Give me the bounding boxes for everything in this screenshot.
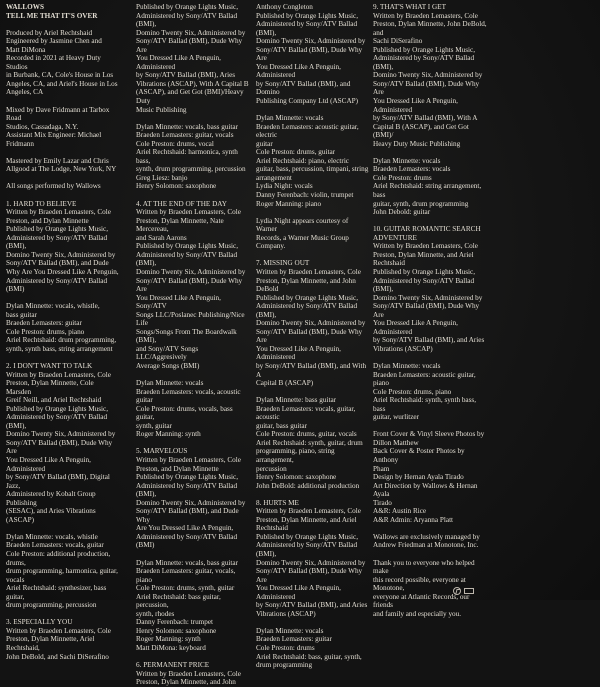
text-line: Written by Braeden Lemasters, Cole <box>373 11 478 20</box>
text-line: Braeden Lemasters: vocals, guitar, acoustic <box>256 404 356 422</box>
column-2 <box>136 3 250 687</box>
text-line: Published by Orange Lights Music, <box>136 3 239 11</box>
text-line: Administered by Sony/ATV Ballad (BMI) <box>6 276 108 294</box>
text-line: and Sony/ATV Songs LLC/Aggresively <box>136 344 199 362</box>
text-line: Cole Preston: drums, vocals, bass guitar, <box>136 404 233 422</box>
text-line: You Dressed Like A Penguin, Sony/ATV <box>136 293 221 311</box>
text-line: Vibrations (ASCAP) <box>373 344 433 353</box>
text-line: 1. HARD TO BELIEVE <box>6 199 77 208</box>
text-line: Capital B (ASCAP) <box>256 379 314 388</box>
text-line: Administered by Sony/ATV Ballad (BMI), <box>373 276 475 294</box>
text-line: (SESAC), and Aries Vibrations (ASCAP) <box>6 507 96 524</box>
text-line: Preston, and Dylan Minnette <box>136 464 219 473</box>
text-line: Ariel Rechtshaid: synthesizer, bass guitar, <box>6 584 107 601</box>
text-line: Braeden Lemasters: acoustic guitar, piano <box>373 370 476 388</box>
text-line: Dylan Minnette: vocals <box>256 114 324 123</box>
text-line: John Debold: guitar <box>373 208 431 217</box>
paragraph <box>256 396 370 490</box>
text-line: this record possible, everyone at Monotone, <box>373 575 466 593</box>
text-line: Administered by Sony/ATV Ballad (BMI), <box>256 541 358 558</box>
text-line: Are You Dressed Like A Penguin, <box>136 524 234 533</box>
text-line: Sony/ATV Ballad (BMI), Dude Why Are <box>136 37 243 54</box>
text-line: Sony/ATV Ballad (BMI), and Dude Why <box>136 507 239 524</box>
text-line: Greif Neill, and Ariel Rechtshaid <box>6 396 102 405</box>
paragraph <box>136 447 250 550</box>
text-line: Written by Braeden Lemasters, Cole <box>256 267 361 276</box>
text-line: by Sony/ATV Ballad (BMI), and Aries <box>256 601 368 610</box>
paragraph <box>136 123 250 191</box>
text-line: by Sony/ATV Ballad (BMI), Digital Jazz, <box>6 473 110 490</box>
text-line: Dylan Minnette: vocals, whistle, <box>6 302 100 311</box>
text-line: Anthony Congleton <box>256 3 313 11</box>
text-line: Written by Braeden Lemasters, Cole <box>136 208 241 217</box>
paragraph <box>6 302 120 353</box>
text-line: Preston, Dylan Minnette, and John DeBold <box>256 276 356 294</box>
text-line: by Sony/ATV Ballad (BMI), Aries <box>136 71 236 80</box>
text-line: Roger Manning: piano <box>256 199 322 208</box>
text-line: Domino Twenty Six, Administered by <box>256 37 366 46</box>
paragraph <box>373 362 487 422</box>
text-line: synth, drum programming, percussion <box>136 165 246 174</box>
text-line: Preston, Dylan Minnette, and John <box>136 678 236 687</box>
text-line: You Dressed Like A Penguin, Administered <box>136 54 221 71</box>
text-line: Cole Preston: drums, guitar, vocals <box>256 430 357 439</box>
text-line: Roger Manning: synth <box>136 635 201 644</box>
text-line: Ariel Rechtshaid: piano, electric <box>256 156 350 165</box>
text-line: All songs performed by Wallows <box>6 182 101 191</box>
text-line: You Dressed Like A Penguin, Administered <box>256 584 341 601</box>
text-line: synth, guitar <box>136 421 172 430</box>
text-line: Rechtshaid <box>256 524 288 533</box>
text-line: Rechtshaid <box>373 259 405 268</box>
paragraph <box>6 533 120 610</box>
text-line: synth, synth bass, string arrangement <box>6 344 113 353</box>
text-line: Records, a Warner Music Group Company. <box>256 233 349 251</box>
text-line: everyone at Atlantic Records, our friends <box>373 592 470 610</box>
text-line: guitar <box>256 139 273 148</box>
column-3 <box>256 3 370 670</box>
text-line: drum programming, harmonica, guitar, <box>6 567 118 576</box>
paragraph <box>6 157 120 174</box>
text-line: Domino Twenty Six, Administered by <box>136 28 246 37</box>
text-line: Written by Braeden Lemasters, Cole <box>136 455 241 464</box>
text-line: A&R: Austin Rice <box>373 507 427 516</box>
paragraph <box>136 661 250 687</box>
text-line: ADVENTURE <box>373 233 417 242</box>
text-line: vocals <box>6 575 25 584</box>
text-line: Preston, and Dylan Minnette <box>6 216 89 225</box>
text-line: 8. HURTS ME <box>256 498 299 507</box>
text-line: Sony/ATV Ballad (BMI), Dude Why Are <box>256 327 363 345</box>
text-line: Dylan Minnette: vocals, whistle <box>6 532 98 541</box>
text-line: Cole Preston: drums, piano <box>6 327 85 336</box>
text-line: Heavy Duty Music Publishing <box>373 139 461 148</box>
text-line: drum programming <box>256 661 313 670</box>
text-line: WALLOWS <box>6 3 44 11</box>
text-line: Thank you to everyone who helped make <box>373 558 475 576</box>
text-line: Assistant Mix Engineer: Michael Fridmann <box>6 131 102 148</box>
text-line: 4. AT THE END OF THE DAY <box>136 199 227 208</box>
text-line: Domino Twenty Six, Administered by <box>373 71 483 80</box>
paragraph <box>256 499 370 619</box>
text-line: Capital B (ASCAP), and Get Got (BMI)/ <box>373 122 469 140</box>
recycle-mark-icon <box>464 588 474 594</box>
text-line: arrangement <box>256 173 292 182</box>
text-line: Published by Orange Lights Music, <box>373 45 476 54</box>
text-line: Why Are You Dressed Like A Penguin, <box>6 267 119 276</box>
text-line: Published by Orange Lights Music, <box>6 404 109 413</box>
text-line: Danny Ferenbach: violin, trumpet <box>256 191 354 200</box>
text-line: 10. GUITAR ROMANTIC SEARCH <box>373 225 481 234</box>
text-line: Written by Braeden Lemasters, Cole <box>6 208 111 217</box>
text-line: and family and especially you. <box>373 609 462 618</box>
paragraph <box>256 114 370 208</box>
text-line: Dylan Minnette: vocals, bass guitar <box>136 558 239 567</box>
text-line: 6. PERMANENT PRICE <box>136 661 210 670</box>
text-line: Administered by Sony/ATV Ballad (BMI), <box>6 413 108 430</box>
text-line: Ariel Rechtshaid: bass guitar, percussion, <box>136 592 221 610</box>
text-line: in Burbank, CA, Cole's House in Los <box>6 71 114 80</box>
text-line: Matt DiMona <box>6 45 46 54</box>
text-line: (ASCAP), and Get Got (BMI)/Heavy Duty <box>136 88 244 106</box>
paragraph <box>6 362 120 524</box>
column-1 <box>6 3 120 661</box>
text-line: Tirado <box>373 498 392 507</box>
text-line: Allgood at The Lodge, New York, NY <box>6 165 117 174</box>
text-line: 2. I DON'T WANT TO TALK <box>6 361 93 370</box>
text-line: Cole Preston: drums, piano <box>373 387 452 396</box>
text-line: Published by Orange Lights Music, <box>6 225 109 234</box>
paragraph <box>256 627 370 670</box>
paragraph <box>373 157 487 217</box>
text-line: Domino Twenty Six, Administered by <box>256 319 366 328</box>
text-line: Mixed by Dave Fridmann at Tarbox Road <box>6 105 110 123</box>
text-line: Braeden Lemasters: acoustic guitar, electric <box>256 122 359 140</box>
text-line: Domino Twenty Six, Administered by <box>373 293 483 302</box>
text-line: Ariel Rechtshaid: harmonica, synth bass, <box>136 148 238 165</box>
text-line: Songs LLC/Poslanec Publishing/Nice Life <box>136 310 245 328</box>
atlantic-logo-icon <box>453 587 461 595</box>
text-line: programming, piano, string arrangement, <box>256 447 335 464</box>
text-line: Domino Twenty Six, Administered by <box>6 430 116 439</box>
text-line: Braeden Lemasters: guitar <box>256 635 332 644</box>
text-line: percussion <box>256 464 287 473</box>
text-line: Greg Liesz: banjo <box>136 173 188 182</box>
text-line: Administered by Sony/ATV Ballad (BMI), <box>373 54 475 71</box>
paragraph <box>256 259 370 387</box>
text-line: Henry Solomon: saxophone <box>136 182 217 191</box>
text-line: Andrew Friedman at Monotone, Inc. <box>373 541 479 550</box>
text-line: You Dressed Like A Penguin, Administered <box>256 344 341 362</box>
text-line: Dylan Minnette: bass guitar <box>256 396 337 405</box>
text-line: Angeles, CA, and Ariel's House in Los <box>6 79 118 88</box>
text-line: 9. THAT'S WHAT I GET <box>373 3 446 11</box>
text-line: Cole Preston: drums, synth, guitar <box>136 584 235 593</box>
paragraph <box>136 379 250 439</box>
text-line: TELL ME THAT IT'S OVER <box>6 11 98 20</box>
text-line: by Sony/ATV Ballad (BMI), With A <box>373 114 478 123</box>
text-line: Sony/ATV Ballad (BMI), and Dude <box>6 259 109 268</box>
text-line: Administered by Sony/ATV Ballad (BMI), <box>256 20 358 37</box>
text-line: guitar, wurlitzer <box>373 413 420 422</box>
text-line: Dylan Minnette: vocals <box>256 626 324 635</box>
text-line: Administered by Sony/ATV Ballad (BMI), <box>256 302 358 319</box>
text-line: Ariel Rechtshaid: bass, guitar, synth, <box>256 652 362 661</box>
text-line: Dylan Minnette: vocals, bass guitar <box>136 122 239 131</box>
text-line: Vibrations (ASCAP), With A Capital B <box>136 79 249 88</box>
text-line: Roger Manning: synth <box>136 430 201 439</box>
paragraph <box>6 29 120 97</box>
text-line: drum programming, percussion <box>6 601 97 610</box>
text-line: Domino Twenty Six, Administered by <box>136 498 246 507</box>
text-line: Mastered by Emily Lazar and Chris <box>6 156 109 165</box>
text-line: Art Direction by Wallows & Hernan Ayala <box>373 481 478 499</box>
paragraph <box>6 182 120 191</box>
text-line: Administered by Kobalt Group Publishing <box>6 490 96 507</box>
text-line: 5. MARVELOUS <box>136 447 188 456</box>
text-line: Henry Solomon: saxophone <box>256 473 337 482</box>
text-line: Back Cover & Poster Photos by Anthony <box>373 447 465 464</box>
paragraph <box>136 3 250 114</box>
text-line: Produced by Ariel Rechtshaid <box>6 28 93 37</box>
text-line: Dillon Matthew <box>373 438 419 447</box>
text-line: You Dressed Like A Penguin, Administered <box>256 62 341 80</box>
text-line: Braeden Lemasters: guitar, vocals <box>136 131 234 140</box>
text-line: 3. ESPECIALLY YOU <box>6 618 73 627</box>
text-line: Design by Hernan Ayala Tirado <box>373 473 464 482</box>
text-line: Lydia Night: vocals <box>256 182 313 191</box>
text-line: Cole Preston: drums <box>256 644 315 653</box>
paragraph <box>6 200 120 294</box>
text-line: Written by Braeden Lemasters, Cole <box>6 626 111 635</box>
text-line: Domino Twenty Six, Administered by <box>136 267 246 276</box>
text-line: Cole Preston: drums, guitar <box>256 148 336 157</box>
paragraph <box>373 533 487 550</box>
text-line: Songs/Songs From The Boardwalk (BMI), <box>136 327 237 345</box>
paragraph <box>6 618 120 661</box>
text-line: You Dressed Like A Penguin, Administered <box>6 455 91 473</box>
text-line: Danny Ferenbach: trumpet <box>136 618 214 627</box>
text-line: Sony/ATV Ballad (BMI), Dude Why Are <box>373 79 480 97</box>
paragraph <box>256 3 370 106</box>
text-line: Studios, Cassadaga, N.Y. <box>6 122 79 131</box>
text-line: Written by Braeden Lemasters, Cole <box>373 242 478 251</box>
text-line: Braeden Lemasters: vocals <box>373 165 451 174</box>
text-line: and Sarah Aarons <box>136 233 187 242</box>
text-line: Published by Orange Lights Music, <box>136 473 239 482</box>
text-line: Preston, Dylan Minnette, and Ariel <box>373 250 474 259</box>
text-line: Ariel Rechtshaid: synth, synth bass, bass <box>373 396 477 413</box>
text-line: You Dressed Like A Penguin, Administered <box>373 97 458 114</box>
paragraph <box>373 3 487 148</box>
text-line: Braeden Lemasters: vocals, guitar <box>6 541 104 550</box>
text-line: John DeBold, and Sachi DiSerafino <box>6 652 109 661</box>
text-line: John DeBold: additional production <box>256 481 360 490</box>
text-line: Ariel Rechtshaid: synth, guitar, drum <box>256 438 363 447</box>
text-line: Braeden Lemasters: guitar, vocals, piano <box>136 567 236 584</box>
text-line: You Dressed Like A Penguin, Administered <box>373 319 458 336</box>
text-line: Music Publishing <box>136 105 187 114</box>
text-line: A&R Admin: Aryanna Platt <box>373 515 454 524</box>
text-line: Cole Preston: additional production, drums, <box>6 550 111 567</box>
text-line: Dylan Minnette: vocals <box>373 156 441 165</box>
text-line: Preston, Dylan Minnette, and Ariel <box>256 515 357 524</box>
paragraph <box>6 3 120 20</box>
text-line: 7. MISSING OUT <box>256 259 310 268</box>
text-line: Administered by Sony/ATV Ballad (BMI), <box>6 233 108 251</box>
text-line: Cole Preston: drums <box>373 173 432 182</box>
column-4 <box>373 3 487 618</box>
text-line: Braeden Lemasters: guitar <box>6 319 82 328</box>
text-line: Published by Orange Lights Music, <box>256 293 359 302</box>
text-line: Sony/ATV Ballad (BMI), Dude Why Are <box>256 567 363 584</box>
text-line: guitar, synth, drum programming <box>373 199 469 208</box>
paragraph <box>373 430 487 524</box>
text-line: Preston, Dylan Minnette, John DeBold, and <box>373 20 487 37</box>
paragraph <box>136 200 250 371</box>
text-line: bass guitar <box>6 310 37 319</box>
text-line: Preston, Dylan Minnette, Cole Marsden <box>6 379 94 396</box>
text-line: by Sony/ATV Ballad (BMI), and Aries <box>373 336 485 345</box>
text-line: Average Songs (BMI) <box>136 361 200 370</box>
text-line: Domino Twenty Six, Administered by <box>6 250 116 259</box>
text-line: Matt DiMona: keyboard <box>136 644 206 653</box>
text-line: Published by Orange Lights Music, <box>256 11 359 20</box>
text-line: Sony/ATV Ballad (BMI), Dude Why Are <box>256 45 363 63</box>
text-line: Angeles, CA <box>6 88 44 97</box>
text-line: Ariel Rechtshaid: string arrangement, bass <box>373 182 482 200</box>
text-line: Dylan Minnette: vocals <box>136 379 204 388</box>
text-line: Written by Braeden Lemasters, Cole <box>6 370 111 379</box>
text-line: Preston, Dylan Minnette, Nate Mercereau, <box>136 216 224 234</box>
text-line: Sony/ATV Ballad (BMI), Dude Why Are <box>136 276 243 294</box>
text-line: Publishing Company Ltd (ASCAP) <box>256 97 359 106</box>
text-line: Domino Twenty Six, Administered by <box>256 558 366 567</box>
text-line: Henry Solomon: saxophone <box>136 626 217 635</box>
text-line: Front Cover & Vinyl Sleeve Photos by <box>373 430 485 439</box>
paragraph <box>256 217 370 251</box>
text-line: Cole Preston: drums, vocal <box>136 139 214 148</box>
paragraph <box>373 225 487 353</box>
text-line: Sony/ATV Ballad (BMI), Dude Why Are <box>6 438 113 456</box>
text-line: Wallows are exclusively managed by <box>373 532 480 541</box>
text-line: guitar, bass, percussion, timpani, string <box>256 165 369 174</box>
text-line: Engineered by Jasmine Chen and <box>6 37 102 46</box>
text-line: Published by Orange Lights Music, <box>256 532 359 541</box>
text-line: Written by Braeden Lemasters, Cole <box>136 669 241 678</box>
text-line: Sachi DiSerafino <box>373 37 423 46</box>
text-line: Dylan Minnette: vocals <box>373 361 441 370</box>
text-line: Administered by Sony/ATV Ballad (BMI), <box>136 481 238 499</box>
text-line: Administered by Sony/ATV Ballad (BMI), <box>136 11 238 29</box>
text-line: Published by Orange Lights Music, <box>373 267 476 276</box>
text-line: Administered by Sony/ATV Ballad (BMI), <box>136 250 238 268</box>
text-line: Braeden Lemasters: vocals, acoustic guitar <box>136 387 241 405</box>
text-line: Published by Orange Lights Music, <box>136 242 239 251</box>
text-line: Administered by Sony/ATV Ballad (BMI) <box>136 532 238 550</box>
text-line: Vibrations (ASCAP) <box>256 609 316 618</box>
text-line: Lydia Night appears courtesy of Warner <box>256 216 349 234</box>
text-line: synth, rhodes <box>136 609 175 618</box>
text-line: Written by Braeden Lemasters, Cole <box>256 507 361 516</box>
paragraph <box>136 559 250 653</box>
text-line: Pham <box>373 464 390 473</box>
text-line: Sony/ATV Ballad (BMI), Dude Why Are <box>373 302 480 319</box>
text-line: Recorded in 2021 at Heavy Duty Studios <box>6 54 101 71</box>
text-line: Ariel Rechtshaid: drum programming, <box>6 336 117 345</box>
text-line: by Sony/ATV Ballad (BMI), and With A <box>256 361 367 379</box>
text-line: Preston, Dylan Minnette, Ariel Rechtshaid, <box>6 635 95 653</box>
paragraph <box>6 106 120 149</box>
text-line: guitar, bass guitar <box>256 421 308 430</box>
text-line: by Sony/ATV Ballad (BMI), and Domino <box>256 79 351 97</box>
